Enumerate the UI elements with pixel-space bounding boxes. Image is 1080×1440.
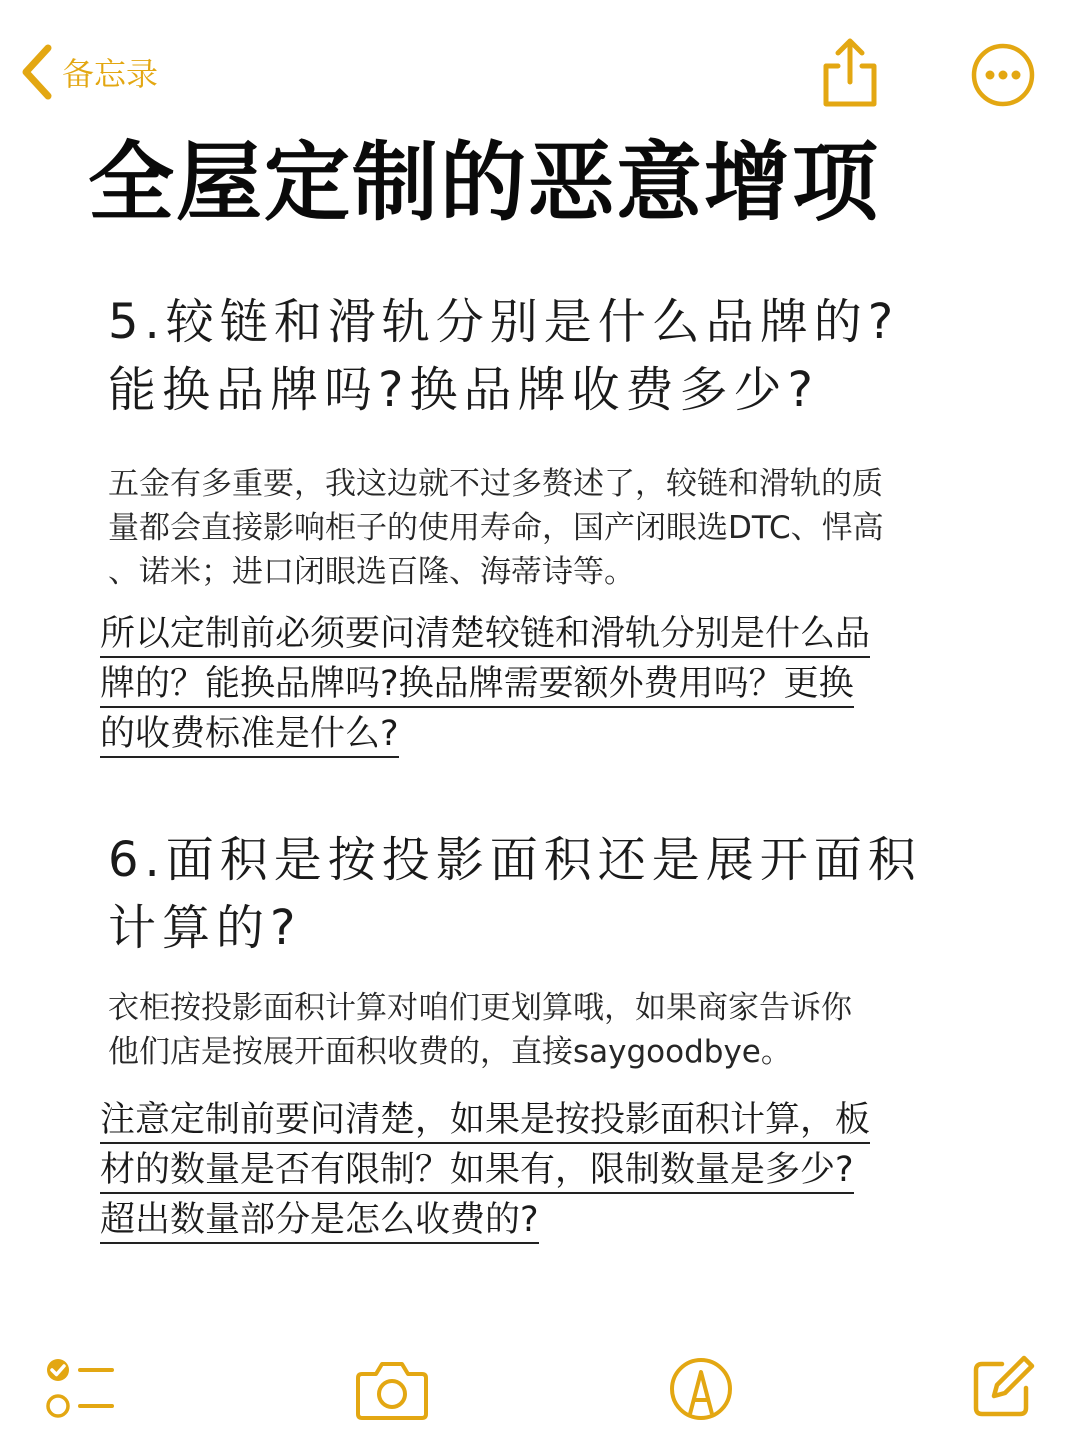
share-icon[interactable] (818, 36, 882, 110)
underline-line: 牌的？能换品牌吗?换品牌需要额外费用吗？更换 (100, 662, 854, 708)
more-icon[interactable] (970, 42, 1036, 108)
body-line: 他们店是按展开面积收费的，直接saygoodbye。 (108, 1034, 792, 1070)
underline-line: 材的数量是否有限制？如果有，限制数量是多少? (100, 1148, 854, 1194)
underline-line: 超出数量部分是怎么收费的? (100, 1198, 539, 1244)
note-title[interactable]: 全屋定制的恶意增项 (88, 133, 880, 233)
section-6-body[interactable] (108, 986, 1038, 1074)
section-5-heading[interactable] (108, 288, 1008, 424)
section-5-underlined-text[interactable] (100, 612, 1040, 762)
heading-line: 能换品牌吗?换品牌收费多少? (108, 362, 819, 418)
underline-line: 的收费标准是什么? (100, 712, 399, 758)
body-line: 衣柜按投影面积计算对咱们更划算哦，如果商家告诉你 (108, 990, 852, 1026)
back-label: 备忘录 (62, 55, 159, 93)
body-line: 、诺米；进口闭眼选百隆、海蒂诗等。 (108, 554, 635, 590)
chevron-left-icon (18, 42, 54, 102)
heading-line: 6.面积是按投影面积还是展开面积 (108, 832, 922, 888)
section-6-underlined-text[interactable] (100, 1098, 1040, 1248)
heading-line: 计算的? (108, 900, 302, 956)
markup-pen-icon[interactable] (668, 1356, 734, 1422)
back-button[interactable] (18, 42, 158, 102)
section-6-heading[interactable] (108, 826, 1008, 962)
camera-icon[interactable] (354, 1358, 430, 1422)
section-5-body[interactable] (108, 462, 1038, 594)
underline-line: 注意定制前要问清楚，如果是按投影面积计算，板 (100, 1098, 870, 1144)
body-line: 量都会直接影响柜子的使用寿命，国产闭眼选DTC、悍高 (108, 510, 884, 546)
underline-line: 所以定制前必须要问清楚较链和滑轨分别是什么品 (100, 612, 870, 658)
heading-line: 5.较链和滑轨分别是什么品牌的? (108, 294, 900, 350)
body-line: 五金有多重要，我这边就不过多赘述了，较链和滑轨的质 (108, 466, 883, 502)
compose-icon[interactable] (970, 1354, 1036, 1420)
checklist-icon[interactable] (44, 1356, 118, 1422)
